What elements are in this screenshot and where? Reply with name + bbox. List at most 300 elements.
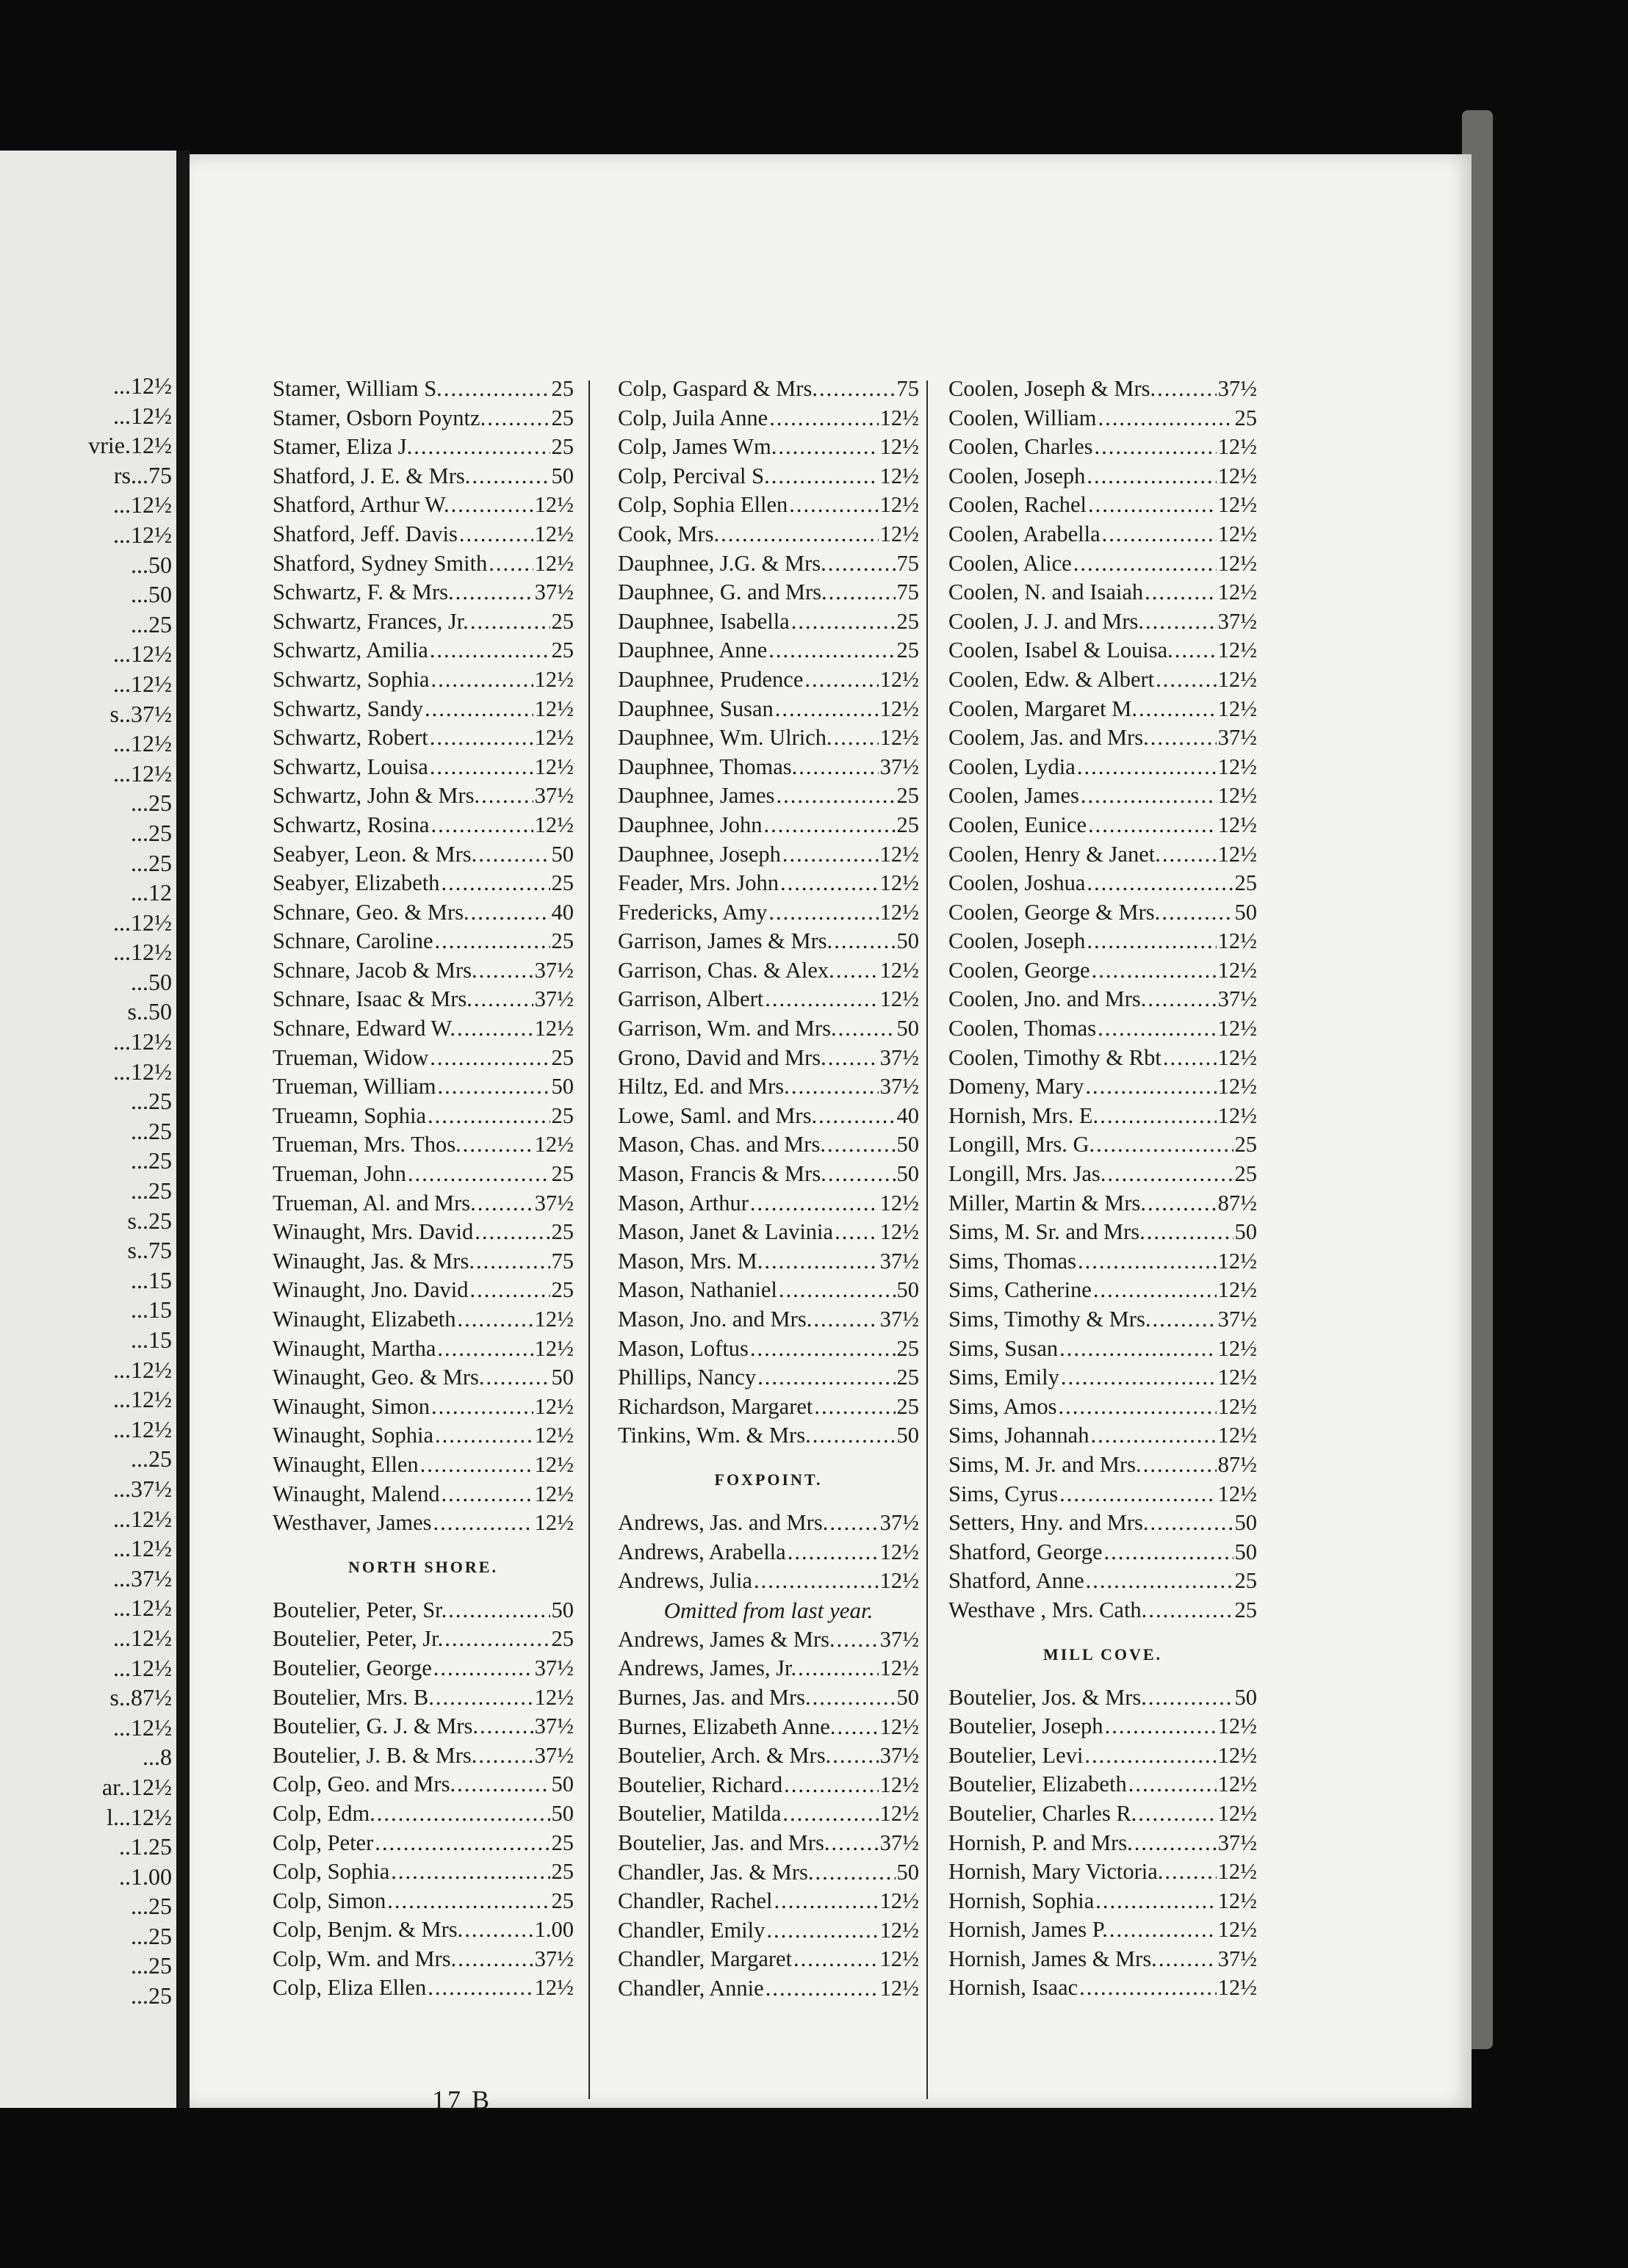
list-item (618, 1567, 919, 1596)
entry-amount: 12½ (1217, 1074, 1257, 1099)
entry-name: Coolen, Rachel (948, 492, 1087, 518)
list-item (618, 1945, 919, 1974)
entry-name: Winaught, Malend (273, 1481, 440, 1506)
previous-page-amount: ...25 (131, 1893, 172, 1920)
entry-amount: 50 (1234, 1510, 1257, 1536)
list-item (273, 1305, 574, 1335)
entry-name: Shatford, Jeff. Davis (273, 521, 458, 546)
list-item (948, 520, 1257, 549)
list-item (618, 1305, 919, 1335)
list-item (618, 1102, 919, 1131)
dot-leader (478, 1189, 533, 1218)
entry-amount: 12½ (534, 1510, 574, 1536)
previous-page-amount: ...12½ (113, 909, 172, 936)
entry-amount: 25 (1234, 1568, 1257, 1594)
dot-leader (776, 781, 895, 811)
dot-leader (837, 1625, 879, 1655)
entry-name: Andrews, Jas. and Mrs. (618, 1509, 829, 1535)
list-item (948, 695, 1257, 724)
list-item (273, 1596, 574, 1625)
entry-name: Grono, David and Mrs. (618, 1044, 826, 1070)
entry-name: Domeny, Mary (948, 1074, 1084, 1099)
entry-amount: 25 (896, 812, 919, 837)
dot-leader (474, 985, 533, 1014)
list-item (273, 1189, 574, 1218)
dot-leader (721, 520, 879, 549)
entry-amount: 50 (551, 1074, 574, 1099)
dot-leader (1147, 1218, 1233, 1247)
entry-amount: 12½ (879, 1539, 919, 1564)
previous-page-amount: s..50 (127, 998, 172, 1025)
previous-page-amount: ...37½ (113, 1564, 172, 1592)
previous-page-amount: ...15 (131, 1326, 172, 1353)
entry-name: Garrison, Albert (618, 986, 764, 1012)
list-item (618, 1887, 919, 1916)
dot-leader (1092, 956, 1217, 986)
dot-leader (1150, 723, 1217, 753)
list-item (948, 1044, 1257, 1073)
list-item (273, 636, 574, 665)
dot-leader (819, 375, 896, 404)
dot-leader (765, 985, 878, 1014)
list-item (273, 1130, 574, 1160)
previous-page-amount: ...25 (131, 1952, 172, 1979)
dot-leader (778, 433, 878, 462)
previous-page-amount: ...12½ (113, 939, 172, 966)
entry-amount: 12½ (1217, 1393, 1257, 1419)
list-item (618, 1014, 919, 1044)
entry-amount: 12½ (879, 870, 919, 896)
entry-name: Stamer, William S. (273, 376, 442, 401)
dot-leader (782, 1799, 878, 1829)
entry-name: Sims, Emily (948, 1365, 1059, 1390)
previous-page-amount: ..1.00 (119, 1863, 172, 1890)
entry-amount: 12½ (1217, 492, 1257, 518)
dot-leader (1157, 375, 1217, 404)
list-item (948, 1945, 1257, 1974)
previous-page-edge (0, 151, 176, 2108)
list-item (948, 1741, 1257, 1771)
dot-leader (470, 607, 550, 637)
entry-amount: 12½ (534, 1975, 574, 2001)
dot-leader (757, 1363, 895, 1393)
dot-leader (836, 956, 879, 986)
previous-page-amount: ...12½ (113, 1713, 172, 1741)
list-item (618, 1683, 919, 1713)
directory-page (190, 154, 1472, 2114)
entry-name: Boutelier, Levi (948, 1742, 1084, 1768)
dot-leader (375, 1829, 550, 1858)
dot-leader (487, 404, 550, 433)
dot-leader (1138, 1799, 1216, 1829)
previous-page-amount: ...12½ (113, 759, 172, 787)
list-item (948, 1393, 1257, 1422)
list-item (948, 1451, 1257, 1480)
entry-amount: 12½ (879, 1190, 919, 1216)
previous-page-amount: ...12½ (113, 1386, 172, 1413)
dot-leader (1098, 1014, 1217, 1044)
entry-name: Garrison, Wm. and Mrs. (618, 1016, 837, 1041)
entry-name: Mason, Jno. and Mrs. (618, 1307, 813, 1332)
previous-page-amount: ...37½ (113, 1475, 172, 1502)
entry-amount: 37½ (534, 986, 574, 1012)
dot-leader (1162, 840, 1217, 870)
dot-leader (788, 1538, 879, 1567)
entry-name: Coolen, Joseph & Mrs. (948, 376, 1156, 401)
entry-name: Westhave , Mrs. Cath. (948, 1597, 1148, 1622)
dot-leader (1098, 404, 1233, 433)
previous-page-amount: ...12½ (113, 640, 172, 668)
dot-leader (814, 1393, 895, 1422)
entry-name: Colp, Peter (273, 1830, 374, 1855)
entry-amount: 25 (551, 434, 574, 460)
dot-leader (1148, 985, 1216, 1014)
entry-name: Sims, Timothy & Mrs. (948, 1307, 1151, 1332)
dot-leader (1161, 898, 1233, 928)
previous-page-amount: ...12½ (113, 521, 172, 548)
entry-amount: 12½ (1217, 1102, 1257, 1128)
dot-leader (784, 1771, 879, 1800)
entry-amount: 12½ (1217, 1742, 1257, 1768)
list-item (948, 1857, 1257, 1887)
list-item (618, 1858, 919, 1888)
list-item (618, 1509, 919, 1538)
dot-leader (831, 1829, 878, 1858)
dot-leader (1087, 927, 1216, 956)
dot-leader (436, 1683, 533, 1713)
entry-amount: 12½ (534, 1132, 574, 1158)
dot-leader (1095, 433, 1217, 462)
entry-amount: 12½ (879, 434, 919, 460)
entry-name: Boutelier, Elizabeth (948, 1772, 1127, 1797)
dot-leader (775, 695, 879, 724)
dot-leader (420, 1451, 533, 1480)
list-item (273, 753, 574, 782)
entry-amount: 25 (1234, 405, 1257, 430)
entry-amount: 12½ (879, 405, 919, 430)
dot-leader (1059, 1335, 1216, 1364)
previous-page-amount: ar..12½ (101, 1773, 172, 1800)
dot-leader (1148, 1189, 1217, 1218)
entry-name: Trueamn, Sophia (273, 1102, 426, 1128)
dot-leader (828, 1160, 896, 1189)
entry-amount: 25 (551, 1219, 574, 1245)
list-item (948, 927, 1257, 956)
dot-leader (478, 1741, 533, 1771)
list-item (948, 1712, 1257, 1741)
entry-amount: 12½ (1217, 783, 1257, 809)
entry-amount: 37½ (534, 957, 574, 983)
entry-name: Fredericks, Amy (618, 899, 768, 925)
entry-amount: 50 (896, 1016, 919, 1041)
entry-amount: 37½ (1217, 376, 1257, 401)
entry-amount: 12½ (1217, 1481, 1257, 1506)
dot-leader (1145, 607, 1217, 637)
entry-amount: 12½ (1217, 1044, 1257, 1070)
dot-leader (1095, 1887, 1216, 1916)
list-item (618, 1393, 919, 1422)
column-2 (618, 375, 919, 2003)
entry-amount: 12½ (879, 1946, 919, 1972)
entry-name: Seabyer, Elizabeth (273, 870, 440, 896)
list-item (273, 549, 574, 579)
entry-name: Coolen, George (948, 957, 1090, 983)
entry-name: Boutelier, George (273, 1655, 432, 1680)
dot-leader (1175, 636, 1217, 665)
list-item (273, 1857, 574, 1887)
list-item (618, 433, 919, 462)
dot-leader (431, 811, 533, 840)
previous-page-amount: ...25 (131, 1982, 172, 2009)
list-item (618, 375, 919, 404)
dot-leader (768, 636, 895, 665)
list-item (273, 665, 574, 695)
entry-amount: 12½ (1217, 1248, 1257, 1274)
dot-leader (480, 1712, 533, 1741)
list-item (948, 1014, 1257, 1044)
list-item (618, 1625, 919, 1655)
entry-name: Hornish, Mrs. E. (948, 1102, 1099, 1128)
previous-page-amount: ...12½ (113, 1595, 172, 1622)
entry-name: Boutelier, Matilda (618, 1801, 782, 1827)
entry-name: Sims, M. Jr. and Mrs. (948, 1451, 1142, 1477)
dot-leader (1163, 1044, 1217, 1073)
previous-page-amount: ...12½ (113, 1028, 172, 1055)
entry-name: Mason, Francis & Mrs. (618, 1161, 826, 1187)
list-item (948, 1480, 1257, 1509)
dot-leader (1093, 1276, 1217, 1305)
entry-name: Chandler, Rachel (618, 1888, 773, 1914)
dot-leader (437, 1072, 550, 1102)
entry-amount: 1.00 (534, 1917, 574, 1943)
previous-page-amount: s..75 (127, 1237, 172, 1264)
dot-leader (828, 549, 896, 579)
list-item (948, 956, 1257, 986)
list-item (618, 753, 919, 782)
list-item (273, 1072, 574, 1102)
list-item (273, 1393, 574, 1422)
list-item (948, 1218, 1257, 1247)
dot-leader (813, 1305, 878, 1335)
dot-leader (448, 1596, 550, 1625)
entry-amount: 37½ (1217, 1946, 1257, 1971)
entry-name: Tinkins, Wm. & Mrs. (618, 1423, 811, 1448)
entry-amount: 12½ (534, 1307, 574, 1332)
entry-amount: 12½ (1217, 1335, 1257, 1361)
entry-name: Schnare, Jacob & Mrs. (273, 957, 478, 983)
entry-amount: 12½ (1217, 1917, 1257, 1943)
dot-leader (391, 1857, 550, 1887)
previous-page-amount: ...12 (131, 879, 172, 906)
list-item (948, 869, 1257, 898)
entry-amount: 75 (896, 579, 919, 605)
entry-amount: 37½ (879, 754, 919, 779)
entry-amount: 50 (896, 1684, 919, 1710)
list-item (273, 956, 574, 986)
list-item (618, 840, 919, 870)
entry-amount: 12½ (1217, 463, 1257, 488)
list-item (273, 1451, 574, 1480)
entry-name: Dauphnee, John (618, 812, 763, 837)
list-item (273, 1770, 574, 1799)
previous-page-amount: ...12½ (113, 491, 172, 519)
entry-name: Coolen, Arabella (948, 521, 1101, 546)
entry-name: Dauphnee, G. and Mrs. (618, 579, 827, 605)
entry-name: Stamer, Eliza J. (273, 434, 413, 460)
list-item (948, 375, 1257, 404)
entry-name: Trueman, Mrs. Thos. (273, 1132, 461, 1158)
dot-leader (750, 1189, 879, 1218)
dot-leader (774, 1887, 879, 1916)
list-item (948, 1130, 1257, 1160)
list-item (618, 1160, 919, 1189)
list-item (273, 1102, 574, 1131)
entry-name: Coolen, J. J. and Mrs. (948, 608, 1145, 634)
dot-leader (1088, 491, 1217, 520)
list-item (273, 1915, 574, 1945)
entry-name: Coolen, Margaret M. (948, 696, 1137, 721)
entry-name: Chandler, Annie (618, 1975, 764, 2001)
entry-amount: 25 (896, 638, 919, 663)
entry-amount: 25 (551, 608, 574, 634)
column-rule (588, 380, 590, 2099)
list-item (948, 1335, 1257, 1364)
previous-page-amount: ...12½ (113, 402, 172, 429)
entry-name: Boutelier, Charles R. (948, 1800, 1137, 1826)
list-item (273, 375, 574, 404)
entry-amount: 40 (896, 1102, 919, 1128)
list-item (948, 1276, 1257, 1305)
dot-leader (835, 1218, 879, 1247)
entry-amount: 50 (896, 1423, 919, 1448)
entry-amount: 12½ (1217, 1423, 1257, 1448)
entry-amount: 37½ (1217, 725, 1257, 751)
entry-name: Mason, Arthur (618, 1190, 749, 1216)
entry-name: Coolen, Alice (948, 550, 1072, 576)
list-item (618, 1189, 919, 1218)
entry-amount: 12½ (1217, 841, 1257, 867)
entry-name: Colp, Edm. (273, 1800, 375, 1826)
list-item (618, 723, 919, 753)
entry-amount: 12½ (1217, 521, 1257, 546)
list-item (948, 491, 1257, 520)
entry-amount: 12½ (879, 1655, 919, 1681)
dot-leader (829, 1509, 878, 1538)
dot-leader (766, 1916, 878, 1946)
list-item (618, 985, 919, 1014)
list-item (273, 1683, 574, 1713)
entry-name: Coolen, N. and Isaiah (948, 579, 1144, 605)
entry-amount: 75 (896, 376, 919, 401)
dot-leader (1143, 1451, 1217, 1480)
list-item (948, 1829, 1257, 1858)
dot-leader (1105, 1712, 1217, 1741)
entry-name: Schwartz, Amilia (273, 638, 428, 663)
entry-amount: 12½ (1217, 1016, 1257, 1041)
list-item (948, 404, 1257, 433)
entry-name: Colp, James Wm. (618, 434, 777, 460)
list-item (273, 1973, 574, 2003)
entry-amount: 25 (551, 405, 574, 430)
column-rule (926, 380, 928, 2099)
entry-amount: 50 (896, 1161, 919, 1187)
dot-leader (779, 1276, 896, 1305)
previous-page-amount: ...50 (131, 968, 172, 995)
section-heading: NORTH SHORE. (348, 1557, 498, 1576)
entry-name: Winaught, Jas. & Mrs. (273, 1248, 475, 1274)
entry-amount: 25 (896, 783, 919, 809)
dot-leader (782, 840, 879, 870)
dot-leader (1059, 1480, 1216, 1509)
list-item (273, 1480, 574, 1509)
entry-amount: 25 (896, 1393, 919, 1419)
entry-amount: 12½ (879, 725, 919, 751)
dot-leader (479, 956, 533, 986)
list-item (273, 1363, 574, 1393)
entry-amount: 25 (896, 1335, 919, 1361)
entry-amount: 50 (551, 1365, 574, 1390)
section-heading: FOXPOINT. (714, 1470, 823, 1489)
dot-leader (486, 1363, 550, 1393)
entry-name: Dauphnee, J.G. & Mrs. (618, 550, 826, 576)
dot-leader (766, 1974, 879, 2004)
previous-page-amount: ...25 (131, 849, 172, 876)
list-item (618, 1363, 919, 1393)
entry-name: Boutelier, Richard (618, 1772, 783, 1797)
entry-amount: 37½ (879, 1509, 919, 1535)
entry-amount: 12½ (1217, 666, 1257, 692)
entry-amount: 12½ (879, 666, 919, 692)
list-item (273, 985, 574, 1014)
dot-leader (829, 578, 896, 607)
list-item (273, 695, 574, 724)
dot-leader (837, 1713, 878, 1742)
dot-leader (1107, 1160, 1233, 1189)
entry-amount: 12½ (534, 521, 574, 546)
entry-name: Schwartz, Louisa (273, 754, 428, 779)
entry-amount: 50 (551, 1597, 574, 1622)
entry-name: Seabyer, Leon. & Mrs. (273, 841, 478, 867)
dot-leader (471, 898, 550, 928)
entry-name: Schnare, Caroline (273, 928, 433, 954)
entry-name: Westhaver, James (273, 1510, 432, 1536)
previous-page-amount: ...25 (131, 1177, 172, 1205)
entry-amount: 37½ (534, 579, 574, 605)
list-item (618, 1654, 919, 1683)
entry-amount: 25 (1234, 1161, 1257, 1187)
list-item (618, 1799, 919, 1829)
dot-leader (791, 1072, 879, 1102)
entry-name: Dauphnee, Thomas. (618, 754, 798, 779)
entry-name: Colp, Sophia Ellen (618, 492, 788, 518)
dot-leader (478, 840, 550, 870)
entry-name: Coolen, Joseph (948, 463, 1086, 488)
entry-name: Coolen, James (948, 783, 1079, 809)
entry-amount: 12½ (1217, 638, 1257, 663)
list-item (948, 840, 1257, 870)
entry-amount: 12½ (1217, 1859, 1257, 1885)
entry-amount: 12½ (534, 696, 574, 721)
entry-name: Garrison, Chas. & Alex. (618, 957, 835, 983)
entry-name: Mason, Loftus (618, 1335, 749, 1361)
list-item (618, 1247, 919, 1276)
entry-amount: 12½ (534, 1393, 574, 1419)
previous-page-amount: s..87½ (109, 1684, 172, 1711)
entry-name: Dauphnee, James (618, 783, 775, 809)
dot-leader (431, 665, 533, 695)
entry-name: Coolen, Jno. and Mrs. (948, 986, 1147, 1012)
previous-page-amount: ...12½ (113, 1415, 172, 1442)
